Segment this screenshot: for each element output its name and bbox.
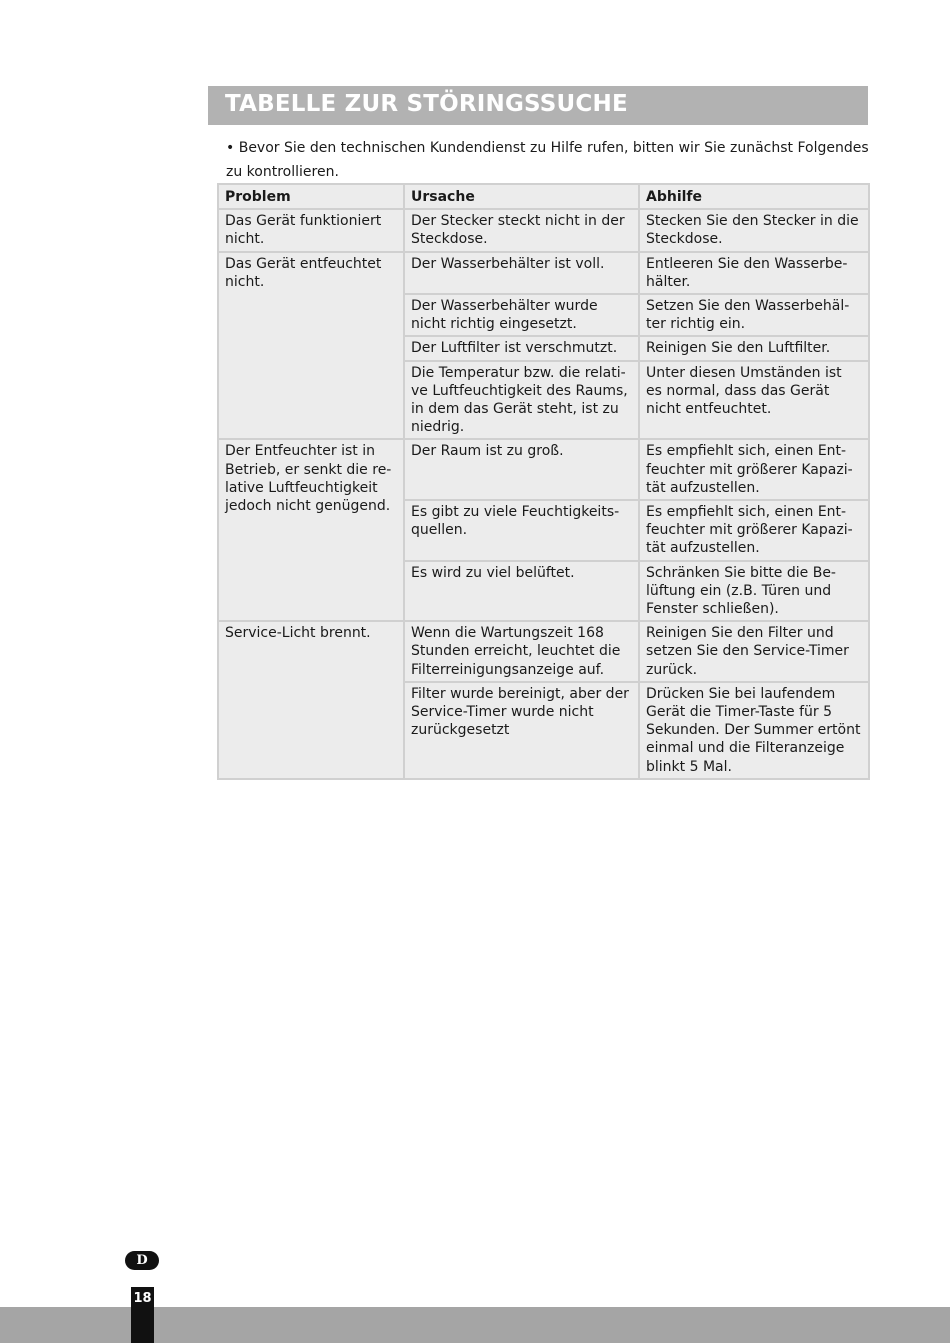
remedy-cell: Stecken Sie den Stecker in die Steckdose.: [639, 209, 869, 251]
remedy-cell: Schränken Sie bitte die Be-lüftung ein (z.B. Türen und Fenster schließen).: [639, 561, 869, 622]
troubleshooting-table: [217, 183, 870, 780]
remedy-cell: Drücken Sie bei laufendem Gerät die Timer-Taste für 5 Sekunden. Der Summer ertönt einmal und die Filteranzeige blinkt 5 Mal.: [639, 682, 869, 779]
cause-cell: Der Raum ist zu groß.: [404, 439, 639, 500]
remedy-cell: Es empfiehlt sich, einen Ent-feuchter mit größerer Kapazi-tät aufzustellen.: [639, 439, 869, 500]
problem-cell: Das Gerät entfeuchtet nicht.: [218, 252, 404, 440]
remedy-cell: Reinigen Sie den Luftfilter.: [639, 336, 869, 360]
cause-cell: Der Wasserbehälter ist voll.: [404, 252, 639, 294]
intro-text: • Bevor Sie den technischen Kundendienst zu Hilfe rufen, bitten wir Sie zunächst Folgendes zu kontrollieren.: [226, 140, 869, 180]
remedy-cell: Es empfiehlt sich, einen Ent-feuchter mit größerer Kapazi-tät aufzustellen.: [639, 500, 869, 561]
table-row: [218, 252, 869, 294]
header-cause: Ursache: [404, 184, 639, 209]
page-number-tab: [131, 1287, 154, 1343]
header-remedy: Abhilfe: [639, 184, 869, 209]
language-badge: D: [125, 1251, 159, 1270]
page-title: TABELLE ZUR STÖRINGSSUCHE: [225, 91, 628, 117]
cause-cell: Die Temperatur bzw. die relati-ve Luftfeuchtigkeit des Raums, in dem das Gerät steht, ist zu niedrig.: [404, 361, 639, 440]
remedy-cell: Setzen Sie den Wasserbehäl-ter richtig ein.: [639, 294, 869, 336]
remedy-cell: Unter diesen Umständen ist es normal, dass das Gerät nicht entfeuchtet.: [639, 361, 869, 440]
problem-cell: Das Gerät funktioniert nicht.: [218, 209, 404, 251]
cause-cell: Wenn die Wartungszeit 168 Stunden erreicht, leuchtet die Filterreinigungsanzeige auf.: [404, 621, 639, 682]
table-row: [218, 209, 869, 251]
problem-cell: Service-Licht brennt.: [218, 621, 404, 779]
cause-cell: Es wird zu viel belüftet.: [404, 561, 639, 622]
section-title-bar: [208, 86, 868, 125]
cause-cell: Filter wurde bereinigt, aber der Service-Timer wurde nicht zurückgesetzt: [404, 682, 639, 779]
table-row: [218, 439, 869, 500]
cause-cell: Der Stecker steckt nicht in der Steckdose.: [404, 209, 639, 251]
cause-cell: Der Luftfilter ist verschmutzt.: [404, 336, 639, 360]
remedy-cell: Entleeren Sie den Wasserbe-hälter.: [639, 252, 869, 294]
table-header-row: [218, 184, 869, 209]
page-number: 18: [133, 1291, 152, 1306]
table-row: [218, 621, 869, 682]
cause-cell: Der Wasserbehälter wurde nicht richtig eingesetzt.: [404, 294, 639, 336]
header-problem: Problem: [218, 184, 404, 209]
problem-cell: Der Entfeuchter ist in Betrieb, er senkt die re-lative Luftfeuchtigkeit jedoch nicht genügend.: [218, 439, 404, 621]
cause-cell: Es gibt zu viele Feuchtigkeits-quellen.: [404, 500, 639, 561]
remedy-cell: Reinigen Sie den Filter und setzen Sie den Service-Timer zurück.: [639, 621, 869, 682]
